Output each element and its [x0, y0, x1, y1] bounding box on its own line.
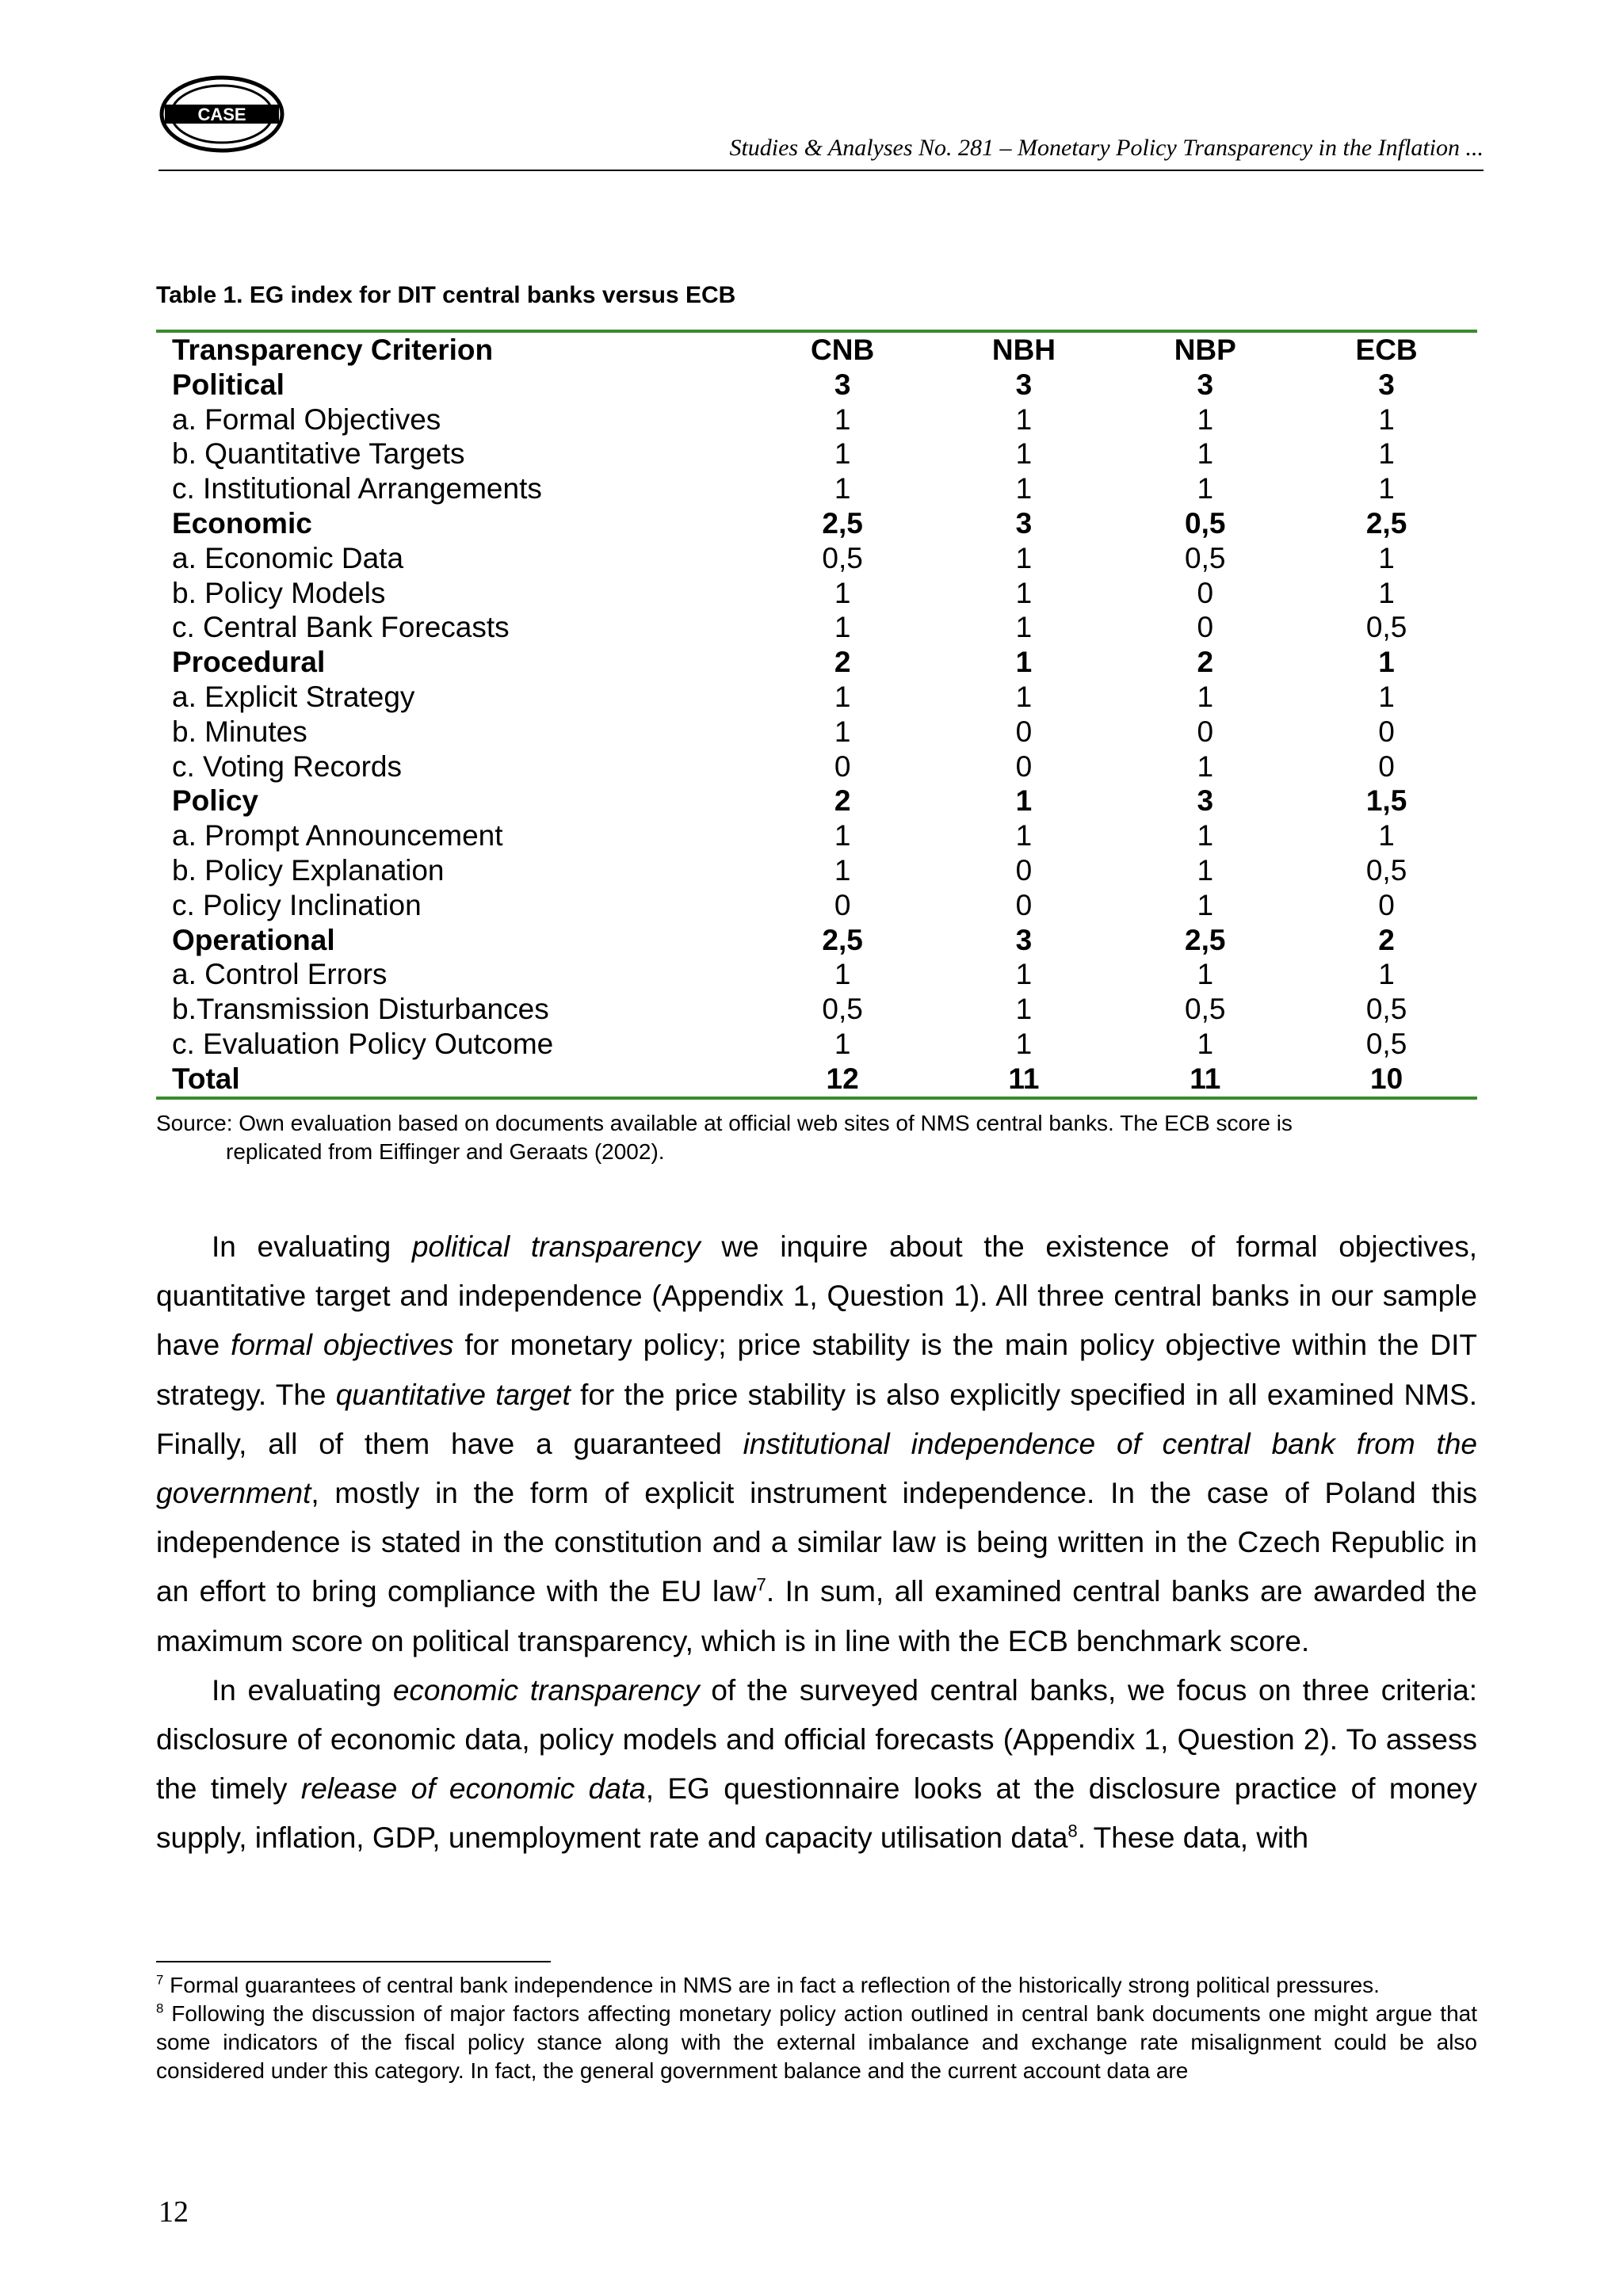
row-label: Policy	[172, 784, 258, 818]
row-label: b. Quantitative Targets	[172, 437, 465, 471]
cell-cnb: 1	[834, 958, 851, 991]
cell-ecb: 1	[1378, 437, 1395, 471]
table-row	[156, 888, 1477, 923]
cell-nbp: 1	[1197, 749, 1214, 783]
cell-nbp: 2	[1197, 646, 1214, 679]
cell-cnb: 1	[834, 611, 851, 644]
cell-ecb: 1	[1378, 680, 1395, 713]
row-label: b. Policy Explanation	[172, 853, 445, 887]
cell-ecb: 3	[1378, 368, 1395, 401]
cell-ecb: 2	[1378, 923, 1395, 956]
cell-nbh: 0	[1015, 749, 1033, 783]
cell-ecb: 0,5	[1365, 993, 1407, 1026]
row-label: Total	[172, 1062, 240, 1095]
footnote-ref-8: 8	[1067, 1821, 1078, 1842]
row-label: c. Policy Inclination	[172, 888, 422, 921]
cell-nbh: 1	[1015, 576, 1033, 609]
row-label: c. Voting Records	[172, 749, 402, 783]
table-row	[156, 506, 1477, 541]
cell-cnb: 1	[834, 819, 851, 852]
footnote-8: $^8$ Following the discussion of major factors affecting monetary policy action outlined in central bank documents one might argue that some indicators of the fiscal policy stance along with the external imbalance and exchange rate misalignment could be also considered under this category. In fact, the general government balance and the current account data are	[156, 2000, 1477, 2083]
cell-cnb: 0	[834, 888, 851, 921]
cell-nbh: 1	[1015, 402, 1033, 436]
row-label: Procedural	[172, 646, 326, 679]
cell-nbh: 3	[1015, 368, 1033, 401]
cell-ecb: 1	[1378, 819, 1395, 852]
cell-nbh: 1	[1015, 611, 1033, 644]
cell-nbh: 0	[1015, 888, 1033, 921]
table-row	[156, 402, 1477, 437]
source-line-1: Source: Own evaluation based on documents available at official web sites of NMS central banks. The ECB score is	[156, 1111, 1293, 1135]
cell-cnb: 1	[834, 576, 851, 609]
cell-ecb: 0	[1378, 715, 1395, 748]
table-row	[156, 853, 1477, 888]
row-label: a. Prompt Announcement	[172, 819, 503, 852]
cell-ecb: 0,5	[1365, 853, 1407, 887]
table-row	[156, 1062, 1477, 1098]
footnote-7: $^7$ Formal guarantees of central bank independence in NMS are in fact a reflection of the historically strong political pressures.	[156, 1972, 1380, 1997]
cell-ecb: 1	[1378, 646, 1395, 679]
cell-nbp: 3	[1197, 368, 1214, 401]
footnotes	[156, 1971, 1477, 2085]
cell-nbp: 1	[1197, 853, 1214, 887]
cell-cnb: 1	[834, 680, 851, 713]
cell-nbh: 0	[1015, 715, 1033, 748]
cell-cnb: 1	[834, 472, 851, 505]
running-header	[158, 119, 1484, 171]
row-label: Political	[172, 368, 285, 401]
cell-nbp: 0	[1197, 611, 1214, 644]
cell-ecb: 1	[1378, 576, 1395, 609]
cell-cnb: 0,5	[822, 993, 863, 1026]
cell-cnb: 1	[834, 402, 851, 436]
cell-nbp: 0	[1197, 576, 1214, 609]
cell-ecb: 0,5	[1365, 1027, 1407, 1060]
cell-ecb: 0	[1378, 749, 1395, 783]
table-header-row	[156, 331, 1477, 368]
footnote-separator	[156, 1961, 551, 1962]
cell-nbp: 1	[1197, 402, 1214, 436]
cell-nbh: 0	[1015, 853, 1033, 887]
cell-nbp: 2,5	[1185, 923, 1226, 956]
eg-index-table	[156, 330, 1477, 1100]
cell-nbp: 1	[1197, 819, 1214, 852]
logo-text: CASE	[197, 105, 246, 124]
cell-ecb: 1	[1378, 402, 1395, 436]
cell-nbp: 0	[1197, 715, 1214, 748]
col-header-nbp: NBP	[1174, 334, 1236, 366]
row-label: c. Evaluation Policy Outcome	[172, 1027, 554, 1060]
col-header-nbh: NBH	[991, 334, 1056, 366]
cell-cnb: 0,5	[822, 541, 863, 574]
cell-nbh: 1	[1015, 784, 1033, 818]
row-label: a. Control Errors	[172, 958, 388, 991]
cell-ecb: 0	[1378, 888, 1395, 921]
col-header-cnb: CNB	[811, 334, 875, 366]
cell-ecb: 0,5	[1365, 611, 1407, 644]
col-header-ecb: ECB	[1355, 334, 1418, 366]
table-row	[156, 645, 1477, 680]
footnote-ref-7: 7	[756, 1575, 766, 1596]
cell-nbh: 1	[1015, 1027, 1033, 1060]
table-row	[156, 437, 1477, 471]
row-label: Operational	[172, 923, 335, 956]
table-row	[156, 1027, 1477, 1062]
paragraph-economic: In evaluating economic transparency of the surveyed central banks, we focus on three criteria: disclosure of economic data, policy models and official forecasts (Appendix 1, Question 2). To assess the timely release of economic data, EG questionnaire looks at the disclosure practice of money supply, inflation, GDP, unemployment rate and capacity utilisation data$^8$. These data, with	[156, 1673, 1477, 1855]
col-header-criterion: Transparency Criterion	[172, 334, 494, 366]
table-row	[156, 715, 1477, 749]
table-row	[156, 471, 1477, 506]
table-row	[156, 541, 1477, 576]
table-row	[156, 576, 1477, 611]
cell-nbh: 1	[1015, 437, 1033, 471]
cell-cnb: 2,5	[822, 923, 863, 956]
table-caption: Table 1. EG index for DIT central banks versus ECB	[156, 282, 736, 308]
cell-nbh: 1	[1015, 819, 1033, 852]
source-line-2: replicated from Eiffinger and Geraats (2002).	[226, 1139, 665, 1164]
row-label: b. Policy Models	[172, 576, 386, 609]
table-source-note	[156, 1109, 1477, 1166]
cell-cnb: 2,5	[822, 506, 863, 540]
cell-nbh: 1	[1015, 958, 1033, 991]
cell-cnb: 2	[834, 784, 851, 818]
cell-nbh: 1	[1015, 541, 1033, 574]
cell-nbh: 11	[1008, 1062, 1040, 1095]
cell-nbp: 1	[1197, 437, 1214, 471]
row-label: Economic	[172, 506, 312, 540]
cell-cnb: 1	[834, 1027, 851, 1060]
cell-ecb: 1	[1378, 958, 1395, 991]
row-label: a. Explicit Strategy	[172, 680, 415, 713]
table-row	[156, 368, 1477, 402]
cell-cnb: 3	[834, 368, 851, 401]
cell-nbp: 0,5	[1185, 993, 1226, 1026]
table-row	[156, 992, 1477, 1027]
table-row	[156, 784, 1477, 818]
cell-nbp: 11	[1190, 1062, 1221, 1095]
cell-ecb: 1	[1378, 541, 1395, 574]
table-row	[156, 818, 1477, 853]
cell-nbh: 1	[1015, 646, 1033, 679]
cell-ecb: 2,5	[1365, 506, 1407, 540]
cell-nbp: 1	[1197, 680, 1214, 713]
cell-cnb: 1	[834, 853, 851, 887]
cell-nbp: 1	[1197, 472, 1214, 505]
row-label: c. Central Bank Forecasts	[172, 611, 510, 644]
cell-nbp: 0,5	[1185, 541, 1226, 574]
cell-cnb: 12	[826, 1062, 859, 1095]
table-row	[156, 749, 1477, 784]
cell-ecb: 1,5	[1365, 784, 1407, 818]
cell-ecb: 1	[1378, 472, 1395, 505]
table-row	[156, 923, 1477, 958]
row-label: c. Institutional Arrangements	[172, 472, 542, 505]
cell-nbh: 1	[1015, 993, 1033, 1026]
page-number: 12	[158, 2195, 189, 2229]
row-label: b. Minutes	[172, 715, 307, 748]
paragraph-political: In evaluating political transparency we inquire about the existence of formal objectives, quantitative target and independence (Appendix 1, Question 1). All three central banks in our sample have formal objectives for monetary policy; price stability is the main policy objective within the DIT strategy. The quantitative target for the price stability is also explicitly specified in all examined NMS. Finally, all of them have a guaranteed institutional independence of central bank from the government, mostly in the form of explicit instrument independence. In the case of Poland this independence is stated in the constitution and a similar law is being written in the Czech Republic in an effort to bring compliance with the EU law$^7$. In sum, all examined central banks are awarded the maximum score on political transparency, which is in line with the ECB benchmark score.	[156, 1230, 1478, 1657]
body-text	[156, 1222, 1477, 1863]
cell-nbp: 0,5	[1185, 506, 1226, 540]
cell-nbh: 1	[1015, 680, 1033, 713]
cell-nbp: 3	[1197, 784, 1214, 818]
cell-nbp: 1	[1197, 888, 1214, 921]
row-label: a. Economic Data	[172, 541, 404, 574]
cell-cnb: 0	[834, 749, 851, 783]
cell-nbh: 3	[1015, 506, 1033, 540]
cell-nbh: 1	[1015, 472, 1033, 505]
row-label: a. Formal Objectives	[172, 402, 441, 436]
table-row	[156, 680, 1477, 715]
cell-ecb: 10	[1370, 1062, 1403, 1095]
running-title: Studies & Analyses No. 281 – Monetary Policy Transparency in the Inflation ...	[729, 135, 1484, 161]
cell-cnb: 2	[834, 646, 851, 679]
row-label: b.Transmission Disturbances	[172, 993, 549, 1026]
cell-nbp: 1	[1197, 958, 1214, 991]
cell-cnb: 1	[834, 715, 851, 748]
table-row	[156, 957, 1477, 992]
cell-cnb: 1	[834, 437, 851, 471]
table-body	[156, 368, 1477, 1098]
cell-nbp: 1	[1197, 1027, 1214, 1060]
cell-nbh: 3	[1015, 923, 1033, 956]
table-row	[156, 610, 1477, 645]
